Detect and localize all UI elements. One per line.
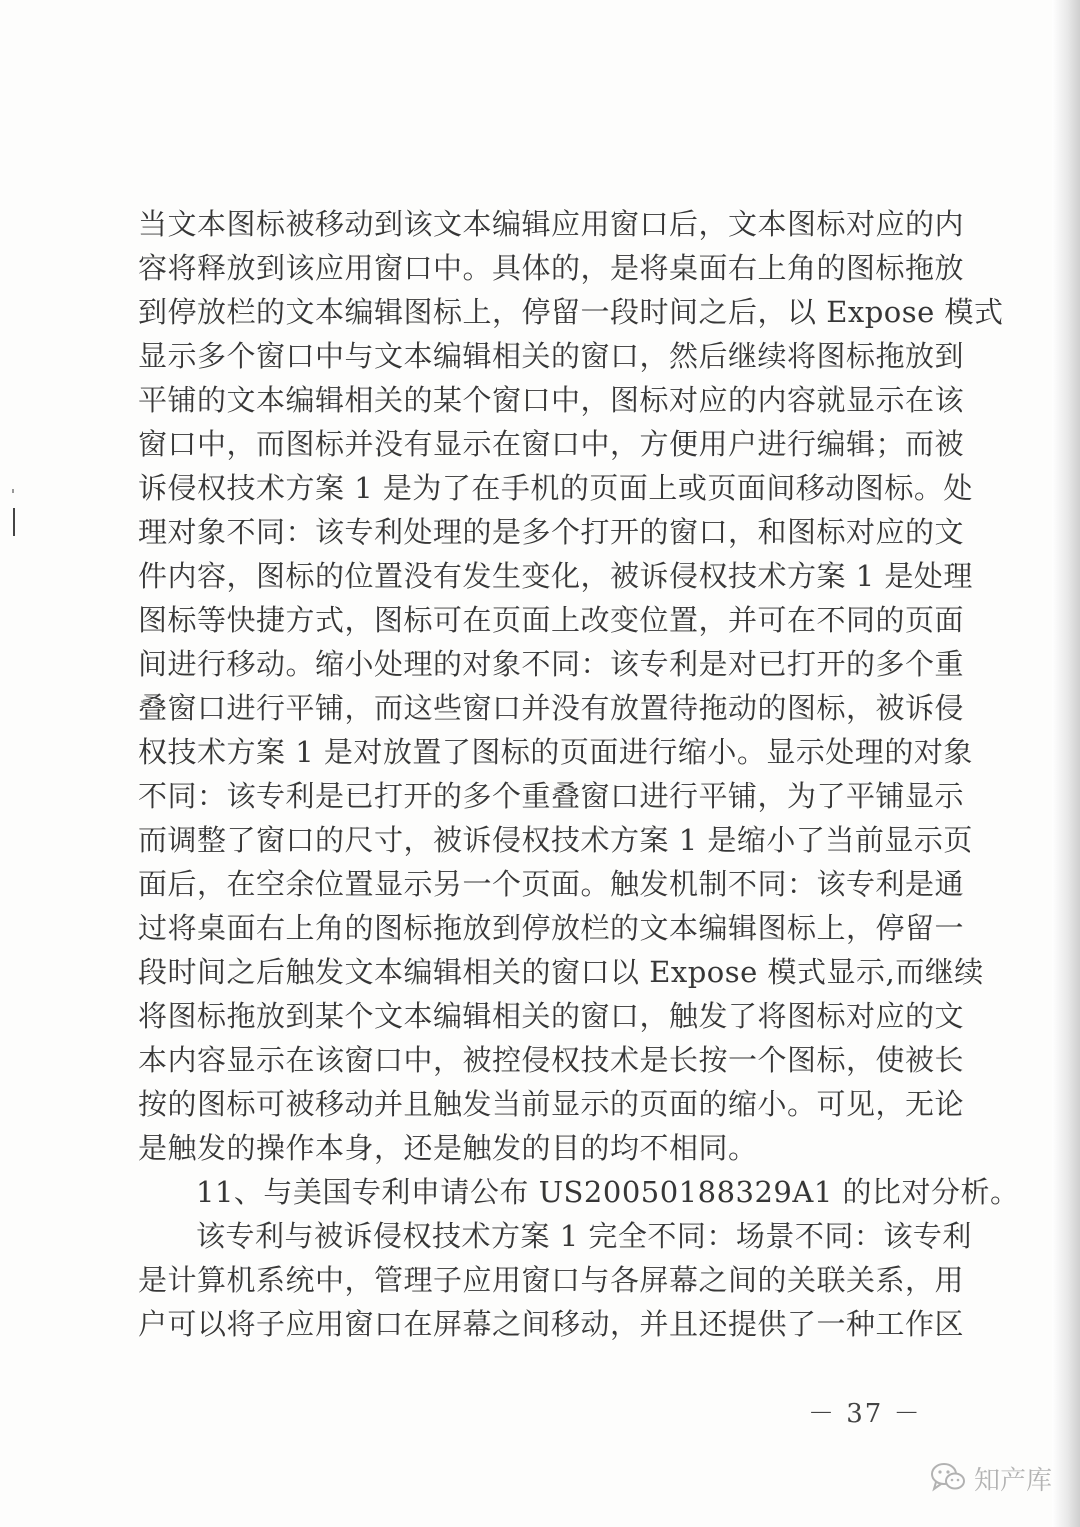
text-line: 平铺的文本编辑相关的某个窗口中，图标对应的内容就显示在该 xyxy=(138,383,965,417)
text-line: 到停放栏的文本编辑图标上，停留一段时间之后，以 Expose 模式 xyxy=(138,295,1004,329)
page-number: － 37 － xyxy=(808,1399,922,1429)
page-edge-shadow xyxy=(1052,0,1080,1527)
text-line: 是触发的操作本身，还是触发的目的均不相同。 xyxy=(138,1131,758,1165)
text-line: 图标等快捷方式，图标可在页面上改变位置，并可在不同的页面 xyxy=(138,603,965,637)
text-line: 而调整了窗口的尺寸，被诉侵权技术方案 1 是缩小了当前显示页 xyxy=(138,823,973,857)
text-line: 间进行移动。缩小处理的对象不同：该专利是对已打开的多个重 xyxy=(138,647,965,681)
text-line: 窗口中，而图标并没有显示在窗口中，方便用户进行编辑；而被 xyxy=(138,427,965,461)
text-line: 显示多个窗口中与文本编辑相关的窗口，然后继续将图标拖放到 xyxy=(138,339,965,373)
text-line: 户可以将子应用窗口在屏幕之间移动，并且还提供了一种工作区 xyxy=(138,1307,965,1341)
text-line: 当文本图标被移动到该文本编辑应用窗口后，文本图标对应的内 xyxy=(138,207,965,241)
text-line: 诉侵权技术方案 1 是为了在手机的页面上或页面间移动图标。处 xyxy=(138,471,973,505)
text-line: 叠窗口进行平铺，而这些窗口并没有放置待拖动的图标，被诉侵 xyxy=(138,691,965,725)
text-line: 面后，在空余位置显示另一个页面。触发机制不同：该专利是通 xyxy=(138,867,965,901)
text-line: 段时间之后触发文本编辑相关的窗口以 Expose 模式显示,而继续 xyxy=(138,955,984,989)
text-line: 理对象不同：该专利处理的是多个打开的窗口，和图标对应的文 xyxy=(138,515,965,549)
section-heading: 11、与美国专利申请公布 US20050188329A1 的比对分析。 xyxy=(196,1175,1020,1209)
scan-artifact-dot xyxy=(12,489,14,493)
scan-artifact-mark xyxy=(13,508,15,536)
wechat-icon xyxy=(930,1462,966,1496)
text-line: 权技术方案 1 是对放置了图标的页面进行缩小。显示处理的对象 xyxy=(138,735,973,769)
text-line: 不同：该专利是已打开的多个重叠窗口进行平铺，为了平铺显示 xyxy=(138,779,965,813)
text-line: 是计算机系统中，管理子应用窗口与各屏幕之间的关联关系，用 xyxy=(138,1263,965,1297)
document-body-text xyxy=(138,202,1020,1346)
text-line: 件内容，图标的位置没有发生变化，被诉侵权技术方案 1 是处理 xyxy=(138,559,973,593)
watermark xyxy=(930,1460,1052,1497)
watermark-text: 知产库 xyxy=(974,1466,1053,1496)
text-line: 将图标拖放到某个文本编辑相关的窗口，触发了将图标对应的文 xyxy=(138,999,965,1033)
text-line: 过将桌面右上角的图标拖放到停放栏的文本编辑图标上，停留一 xyxy=(138,911,965,945)
text-line: 按的图标可被移动并且触发当前显示的页面的缩小。可见，无论 xyxy=(138,1087,965,1121)
text-line: 容将释放到该应用窗口中。具体的，是将桌面右上角的图标拖放 xyxy=(138,251,965,285)
text-line: 该专利与被诉侵权技术方案 1 完全不同：场景不同：该专利 xyxy=(196,1219,972,1253)
text-line: 本内容显示在该窗口中，被控侵权技术是长按一个图标，使被长 xyxy=(138,1043,965,1077)
